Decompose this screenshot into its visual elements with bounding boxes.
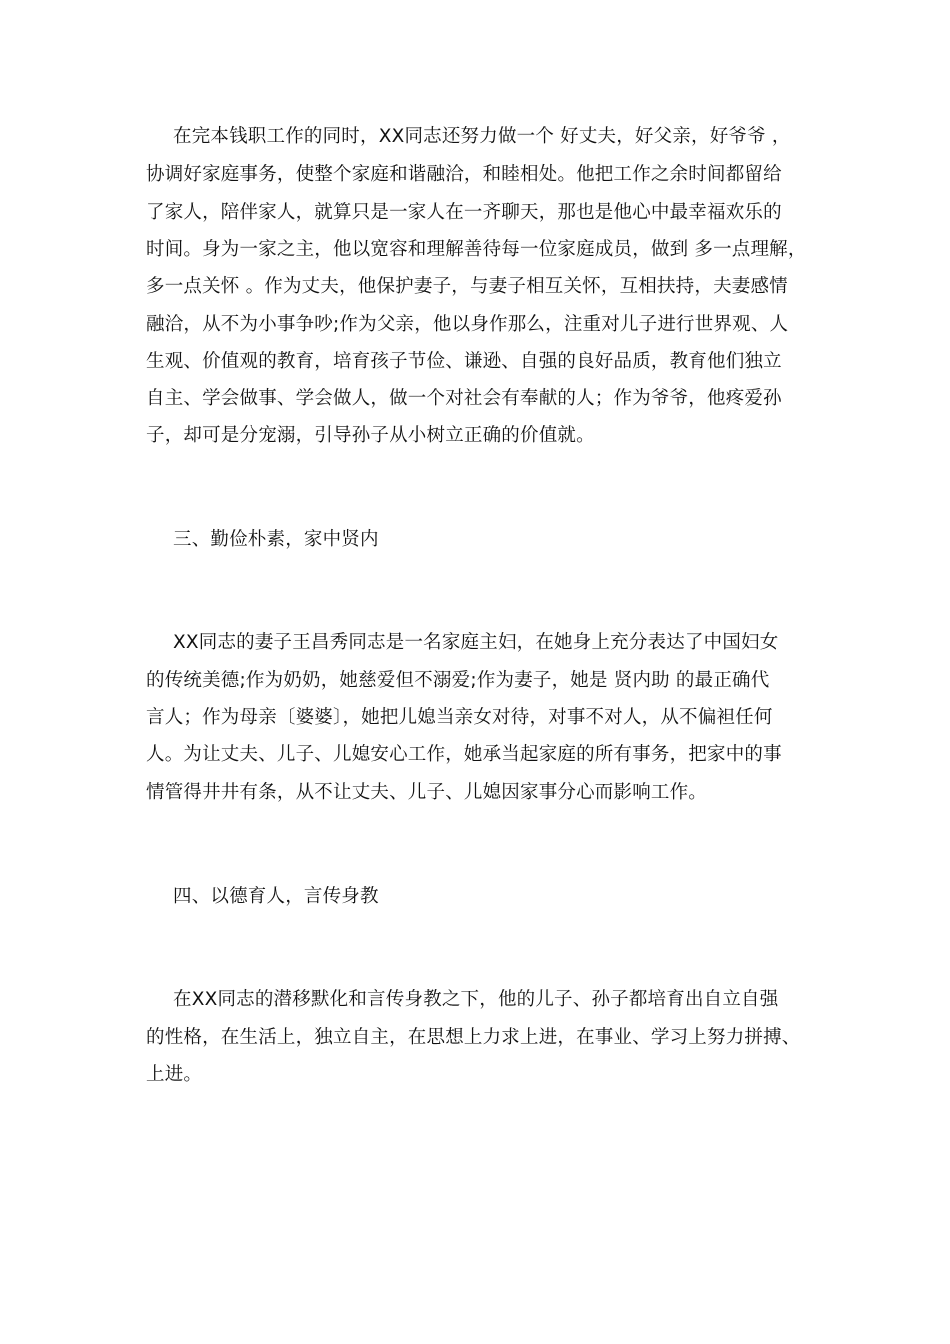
paragraph-1-line-1: 在完本钱职工作的同时，XX同志还努力做一个 好丈夫，好父亲，好爷爷 ， (173, 126, 791, 147)
paragraph-1-line-9: 子，却可是分宠溺，引导孙子从小树立正确的价值就。 (146, 425, 595, 446)
paragraph-1-line-3: 了家人，陪伴家人，就算只是一家人在一齐聊天，那也是他心中最幸福欢乐的 (146, 202, 782, 223)
paragraph-2-line-5: 情管得井井有条，从不让丈夫、儿子、儿媳因家事分心而影响工作。 (146, 782, 708, 803)
paragraph-3-line-2: 的性格，在生活上，独立自主，在思想上力求上进，在事业、学习上努力拼搏、 (146, 1027, 801, 1048)
paragraph-1-line-5: 多一点关怀 。作为丈夫，他保护妻子，与妻子相互关怀，互相扶持，夫妻感情 (146, 276, 788, 297)
section-heading-4: 四、以德育人，言传身教 (173, 886, 379, 907)
paragraph-2-line-2: 的传统美德;作为奶奶，她慈爱但不溺爱;作为妻子，她是 贤内助 的最正确代 (146, 670, 770, 691)
section-heading-3: 三、勤俭朴素，家中贤内 (173, 529, 379, 550)
paragraph-2-line-4: 人。为让丈夫、儿子、儿媳安心工作，她承当起家庭的所有事务，把家中的事 (146, 744, 782, 765)
paragraph-3-line-3: 上进。 (146, 1064, 203, 1085)
paragraph-1-line-4: 时间。身为一家之主，他以宽容和理解善待每一位家庭成员，做到 多一点理解， (146, 239, 807, 260)
paragraph-2-line-3: 言人；作为母亲〔婆婆〕，她把儿媳当亲女对待，对事不对人，从不偏袒任何 (146, 707, 773, 728)
paragraph-1-line-8: 自主、学会做事、学会做人，做一个对社会有奉献的人；作为爷爷，他疼爱孙 (146, 388, 782, 409)
paragraph-1-line-7: 生观、价值观的教育，培育孩子节俭、谦逊、自强的良好品质，教育他们独立 (146, 351, 782, 372)
paragraph-1-line-6: 融洽，从不为小事争吵;作为父亲，他以身作那么，注重对儿子进行世界观、人 (146, 314, 789, 335)
paragraph-3-line-1: 在XX同志的潜移默化和言传身教之下，他的儿子、孙子都培育出自立自强 (173, 989, 779, 1010)
paragraph-2-line-1: XX同志的妻子王昌秀同志是一名家庭主妇，在她身上充分表达了中国妇女 (173, 632, 779, 653)
paragraph-1-line-2: 协调好家庭事务，使整个家庭和谐融洽，和睦相处。他把工作之余时间都留给 (146, 164, 782, 185)
